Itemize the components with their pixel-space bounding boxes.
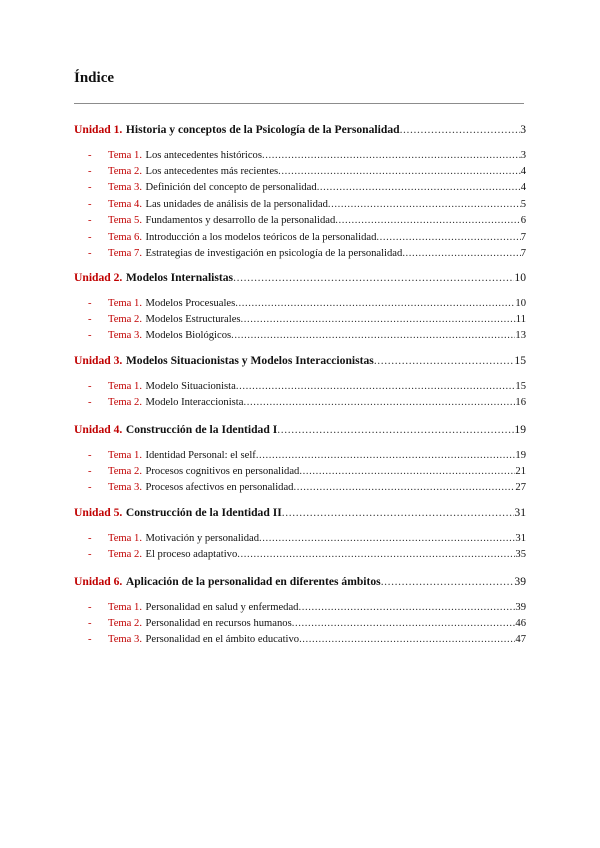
page-number: 13 [515,330,526,342]
page-number: 16 [515,396,526,408]
topic-label: Tema 1. [108,601,142,613]
dot-leader [335,213,520,229]
dash-bullet-icon: - [88,149,92,161]
topic-label: Tema 1. [108,449,142,461]
topic-label: Tema 4. [108,198,142,210]
topic-title: El proceso adaptativo [145,548,238,560]
toc-topic-entry[interactable] [88,328,526,344]
dot-leader [243,395,515,411]
topic-label: Tema 3. [108,482,142,494]
dot-leader [278,164,521,180]
dot-leader [235,296,515,312]
page-number: 39 [514,575,526,588]
dot-leader [299,632,515,648]
topic-title: Modelo Interaccionista [145,396,244,408]
page-number: 15 [515,380,526,392]
title-divider [74,103,524,104]
topic-label: Tema 3. [108,330,142,342]
toc-topic-entry[interactable] [88,246,526,262]
page-number: 4 [520,182,526,194]
toc-topic-entry[interactable] [88,379,526,395]
topic-title: Modelos Biológicos [145,330,232,342]
dash-bullet-icon: - [88,182,92,194]
unit-label: Unidad 1. [74,123,123,136]
page-number: 19 [514,423,526,436]
dot-leader [376,230,520,246]
topic-label: Tema 1. [108,149,142,161]
topic-label: Tema 1. [108,532,142,544]
unit-label: Unidad 3. [74,354,123,367]
page-number: 47 [515,634,526,646]
toc-unit-entry[interactable] [74,122,526,138]
dot-leader [259,531,515,547]
page-number: 5 [520,198,526,210]
topic-title: Modelos Estructurales [145,313,241,325]
toc-topic-entry[interactable] [88,197,526,213]
topic-label: Tema 7. [108,247,142,259]
topic-title: Las unidades de análisis de la personalidad [145,198,328,210]
topic-label: Tema 2. [108,165,142,177]
dot-leader [317,180,521,196]
unit-label: Unidad 5. [74,506,123,519]
page-number: 3 [520,149,526,161]
page-number: 7 [520,231,526,243]
toc-unit-entry[interactable] [74,353,526,369]
topic-title: Personalidad en recursos humanos [145,617,292,629]
dot-leader [231,328,515,344]
unit-title: Modelos Situacionistas y Modelos Interaccionistas [125,354,374,367]
topic-label: Tema 3. [108,182,142,194]
topic-title: Definición del concepto de personalidad [145,182,317,194]
page-number: 10 [515,297,526,309]
dot-leader [236,379,516,395]
dash-bullet-icon: - [88,330,92,342]
page-number: 31 [514,506,526,519]
toc-topic-entry[interactable] [88,448,526,464]
dash-bullet-icon: - [88,617,92,629]
toc-unit-entry[interactable] [74,422,526,438]
toc-unit-entry[interactable] [74,505,526,521]
dash-bullet-icon: - [88,601,92,613]
dash-bullet-icon: - [88,198,92,210]
toc-topic-entry[interactable] [88,213,526,229]
topic-title: Modelos Procesuales [145,297,236,309]
toc-topic-entry[interactable] [88,395,526,411]
dot-leader [262,148,521,164]
page-number: 4 [520,165,526,177]
dash-bullet-icon: - [88,165,92,177]
page-number: 27 [515,482,526,494]
page-number: 7 [520,247,526,259]
toc-topic-entry[interactable] [88,148,526,164]
page-number: 6 [520,215,526,227]
unit-title: Aplicación de la personalidad en diferentes ámbitos [125,575,381,588]
dot-leader [256,448,516,464]
topic-label: Tema 2. [108,617,142,629]
page-number: 15 [514,354,526,367]
toc-topic-entry[interactable] [88,632,526,648]
unit-title: Modelos Internalistas [125,271,234,284]
topic-label: Tema 2. [108,548,142,560]
dot-leader [298,600,515,616]
toc-topic-entry[interactable] [88,531,526,547]
dot-leader [402,246,520,262]
toc-topic-entry[interactable] [88,600,526,616]
unit-label: Unidad 4. [74,423,123,436]
dot-leader [233,270,514,286]
dot-leader [299,464,515,480]
dot-leader [374,353,515,369]
page-number: 39 [515,601,526,613]
page-number: 10 [514,271,526,284]
dot-leader [282,505,515,521]
topic-label: Tema 2. [108,396,142,408]
toc-topic-entry[interactable] [88,464,526,480]
topic-title: Procesos afectivos en personalidad [145,482,294,494]
toc-topic-entry[interactable] [88,296,526,312]
dash-bullet-icon: - [88,247,92,259]
topic-title: Los antecedentes históricos [145,149,262,161]
topic-label: Tema 1. [108,297,142,309]
toc-topic-entry[interactable] [88,547,526,563]
topic-title: Los antecedentes más recientes [145,165,279,177]
topic-title: Personalidad en el ámbito educativo [145,634,300,646]
toc-topic-entry[interactable] [88,230,526,246]
page-number: 19 [515,449,526,461]
topic-label: Tema 2. [108,465,142,477]
unit-title: Historia y conceptos de la Psicología de la Personalidad [125,123,400,136]
page-number: 35 [515,548,526,560]
toc-unit-entry[interactable] [74,270,526,286]
page-title: Índice [74,70,115,86]
dot-leader [328,197,521,213]
unit-title: Construcción de la Identidad I [125,423,278,436]
dash-bullet-icon: - [88,380,92,392]
toc-unit-entry[interactable] [74,574,526,590]
topic-title: Motivación y personalidad [145,532,260,544]
toc-topic-entry[interactable] [88,616,526,632]
toc-topic-entry[interactable] [88,180,526,196]
dash-bullet-icon: - [88,449,92,461]
toc-topic-entry[interactable] [88,312,526,328]
topic-title: Estrategias de investigación en psicología de la personalidad [145,247,403,259]
dot-leader [292,616,516,632]
dot-leader [293,480,515,496]
topic-label: Tema 2. [108,313,142,325]
dash-bullet-icon: - [88,297,92,309]
page-number: 3 [520,123,526,136]
dot-leader [400,122,521,138]
dot-leader [241,312,516,328]
topic-label: Tema 3. [108,634,142,646]
unit-title: Construcción de la Identidad II [125,506,282,519]
page-number: 11 [515,313,526,325]
dash-bullet-icon: - [88,396,92,408]
dash-bullet-icon: - [88,532,92,544]
dash-bullet-icon: - [88,231,92,243]
topic-title: Fundamentos y desarrollo de la personalidad [145,215,336,227]
page-number: 46 [515,617,526,629]
topic-title: Procesos cognitivos en personalidad [145,465,300,477]
dot-leader [237,547,515,563]
dash-bullet-icon: - [88,482,92,494]
dash-bullet-icon: - [88,634,92,646]
topic-title: Introducción a los modelos teóricos de la personalidad [145,231,377,243]
page-number: 31 [515,532,526,544]
topic-label: Tema 1. [108,380,142,392]
dash-bullet-icon: - [88,215,92,227]
dot-leader [381,574,515,590]
dash-bullet-icon: - [88,548,92,560]
unit-label: Unidad 6. [74,575,123,588]
dash-bullet-icon: - [88,465,92,477]
topic-label: Tema 5. [108,215,142,227]
toc-topic-entry[interactable] [88,164,526,180]
topic-title: Modelo Situacionista [145,380,236,392]
unit-label: Unidad 2. [74,271,123,284]
topic-title: Identidad Personal: el self [145,449,256,461]
dot-leader [277,422,514,438]
topic-title: Personalidad en salud y enfermedad [145,601,299,613]
page-number: 21 [515,465,526,477]
dash-bullet-icon: - [88,313,92,325]
toc-topic-entry[interactable] [88,480,526,496]
topic-label: Tema 6. [108,231,142,243]
